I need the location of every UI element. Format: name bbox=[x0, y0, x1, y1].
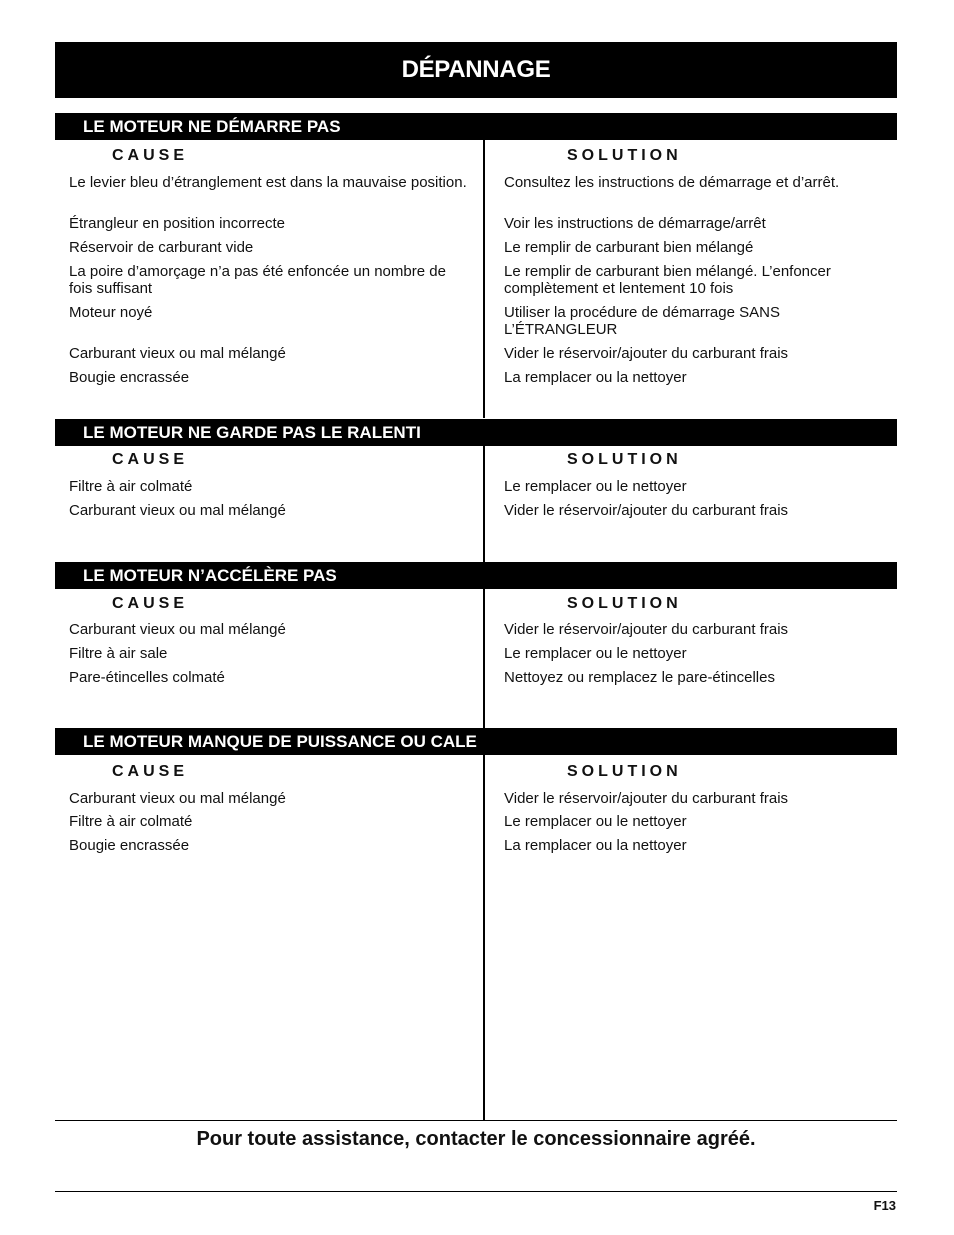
solution-cell: Nettoyez ou remplacez le pare-étincelles bbox=[504, 669, 775, 686]
cause-cell: La poire d’amorçage n’a pas été enfoncée un nombre de fois suffisant bbox=[69, 263, 446, 297]
assistance-message: Pour toute assistance, contacter le concessionnaire agréé. bbox=[196, 1128, 756, 1150]
footer-rule bbox=[55, 1191, 897, 1192]
table-bottom-rule bbox=[55, 1120, 897, 1121]
solution-cell: Le remplacer ou le nettoyer bbox=[504, 478, 687, 495]
solution-header: SOLUTION bbox=[567, 763, 682, 780]
cause-header: CAUSE bbox=[112, 595, 189, 612]
cause-cell: Carburant vieux ou mal mélangé bbox=[69, 790, 286, 807]
solution-cell: Le remplir de carburant bien mélangé bbox=[504, 239, 754, 256]
cause-cell: Filtre à air colmaté bbox=[69, 813, 193, 830]
column-divider bbox=[483, 589, 485, 728]
cause-cell: Filtre à air sale bbox=[69, 645, 168, 662]
cause-cell: Le levier bleu d’étranglement est dans la mauvaise position. bbox=[69, 174, 467, 191]
cause-header: CAUSE bbox=[112, 763, 189, 780]
section-title-lacks-power: LE MOTEUR MANQUE DE PUISSANCE OU CALE bbox=[55, 728, 897, 755]
cause-header: CAUSE bbox=[112, 451, 189, 468]
cause-cell: Étrangleur en position incorrecte bbox=[69, 215, 285, 232]
cause-cell: Bougie encrassée bbox=[69, 837, 190, 854]
section-title-no-accelerate: LE MOTEUR N’ACCÉLÈRE PAS bbox=[55, 562, 897, 589]
solution-cell: Le remplacer ou le nettoyer bbox=[504, 813, 687, 830]
solution-cell: Utiliser la procédure de démarrage SANS L’ÉTRANGLEUR bbox=[504, 304, 780, 338]
cause-cell: Carburant vieux ou mal mélangé bbox=[69, 345, 286, 362]
section-title-no-idle: LE MOTEUR NE GARDE PAS LE RALENTI bbox=[55, 419, 897, 446]
solution-cell: Vider le réservoir/ajouter du carburant frais bbox=[504, 502, 789, 519]
solution-cell: Le remplir de carburant bien mélangé. L’enfoncer complètement et lentement 10 fois bbox=[504, 263, 831, 297]
cause-cell: Carburant vieux ou mal mélangé bbox=[69, 502, 286, 519]
cause-cell: Pare-étincelles colmaté bbox=[69, 669, 225, 686]
cause-cell: Carburant vieux ou mal mélangé bbox=[69, 621, 286, 638]
solution-cell: Vider le réservoir/ajouter du carburant frais bbox=[504, 345, 789, 362]
solution-cell: Vider le réservoir/ajouter du carburant frais bbox=[504, 790, 789, 807]
solution-cell: Vider le réservoir/ajouter du carburant frais bbox=[504, 621, 789, 638]
solution-header: SOLUTION bbox=[567, 595, 682, 612]
solution-header: SOLUTION bbox=[567, 451, 682, 468]
cause-cell: Moteur noyé bbox=[69, 304, 153, 321]
solution-cell: Le remplacer ou le nettoyer bbox=[504, 645, 687, 662]
column-divider bbox=[483, 140, 485, 418]
solution-cell: Voir les instructions de démarrage/arrêt bbox=[504, 215, 766, 232]
column-divider bbox=[483, 755, 485, 1120]
solution-header: SOLUTION bbox=[567, 147, 682, 164]
cause-cell: Bougie encrassée bbox=[69, 369, 190, 386]
column-divider bbox=[483, 446, 485, 562]
solution-cell: Consultez les instructions de démarrage et d’arrêt. bbox=[504, 174, 840, 191]
cause-header: CAUSE bbox=[112, 147, 189, 164]
solution-cell: La remplacer ou la nettoyer bbox=[504, 369, 687, 386]
section-title-no-start: LE MOTEUR NE DÉMARRE PAS bbox=[55, 113, 897, 140]
page-number: F13 bbox=[873, 1198, 896, 1213]
cause-cell: Filtre à air colmaté bbox=[69, 478, 193, 495]
cause-cell: Réservoir de carburant vide bbox=[69, 239, 254, 256]
solution-cell: La remplacer ou la nettoyer bbox=[504, 837, 687, 854]
page-title: DÉPANNAGE bbox=[55, 42, 897, 98]
